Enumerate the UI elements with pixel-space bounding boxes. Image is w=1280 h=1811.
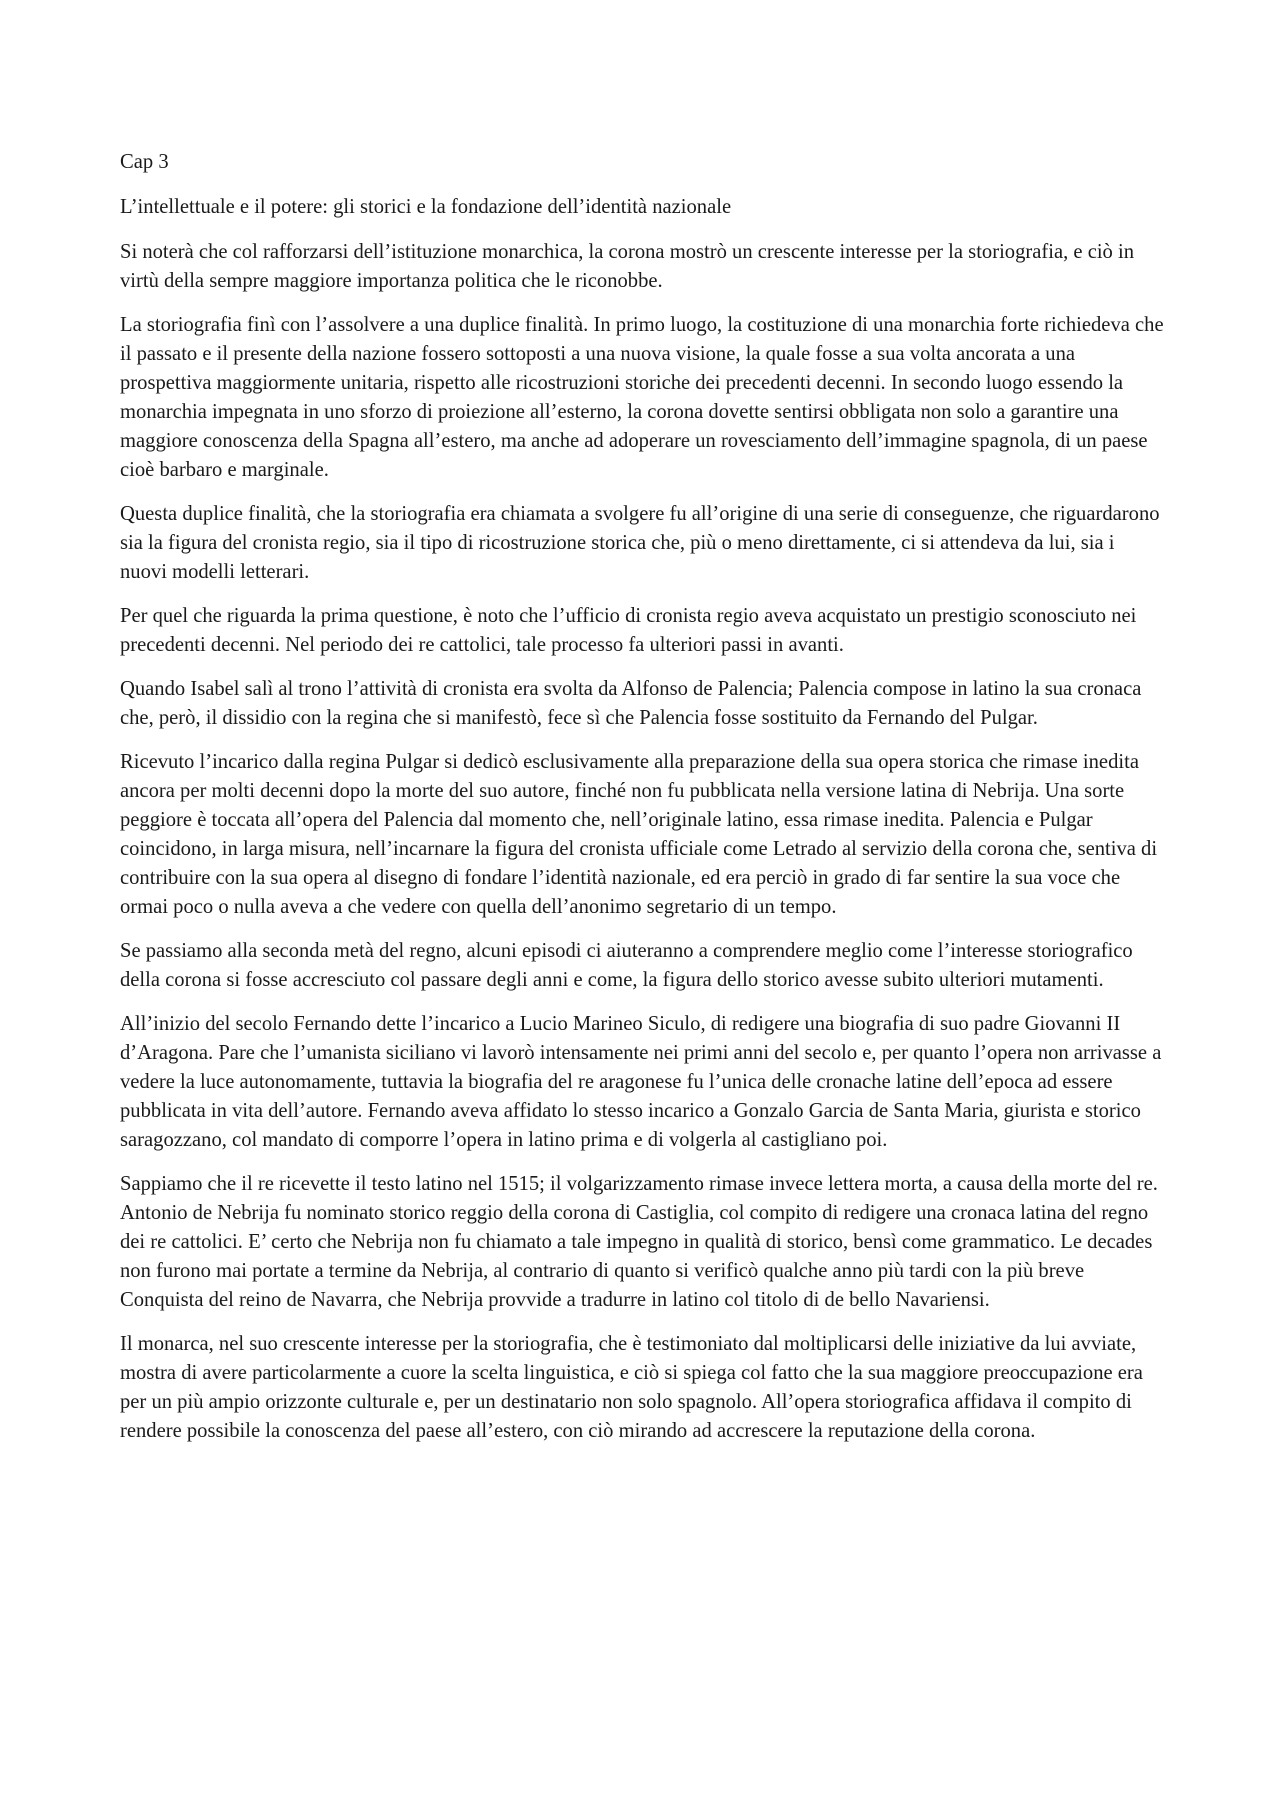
paragraph: Per quel che riguarda la prima questione, è noto che l’ufficio di cronista regio aveva acquistato un prestigio sconosciuto nei precedenti decenni. Nel periodo dei re cattolici, tale processo fa ulteriori passi in avanti. <box>120 605 1137 656</box>
paragraph: Quando Isabel salì al trono l’attività di cronista era svolta da Alfonso de Palencia; Palencia compose in latino la sua cronaca che, però, il dissidio con la regina che si manifestò, fece sì che Palencia fosse sostituito da Fernando del Pulgar. <box>120 678 1142 729</box>
paragraph: Se passiamo alla seconda metà del regno, alcuni episodi ci aiuteranno a comprendere meglio come l’interesse storiografico della corona si fosse accresciuto col passare degli anni e come, la figura dello storico avesse subito ulteriori mutamenti. <box>120 940 1133 991</box>
chapter-label: Cap 3 <box>120 151 169 173</box>
document-body <box>120 148 1166 1461</box>
paragraph: Sappiamo che il re ricevette il testo latino nel 1515; il volgarizzamento rimase invece lettera morta, a causa della morte del re. Antonio de Nebrija fu nominato storico reggio della corona di Castiglia, col compito di redigere una cronaca latina del regno dei re cattolici. E’ certo che Nebrija non fu chiamato a tale impegno in qualità di storico, bensì come grammatico. Le decades non furono mai portate a termine da Nebrija, al contrario di quanto si verificò qualche anno più tardi con la più breve Conquista del reino de Navarra, che Nebrija provvide a tradurre in latino col titolo di de bello Navariensi. <box>120 1173 1158 1311</box>
paragraph: Ricevuto l’incarico dalla regina Pulgar si dedicò esclusivamente alla preparazione della sua opera storica che rimase inedita ancora per molti decenni dopo la morte del suo autore, finché non fu pubblicata nella versione latina di Nebrija. Una sorte peggiore è toccata all’opera del Palencia dal momento che, nell’originale latino, essa rimase inedita. Palencia e Pulgar coincidono, in larga misura, nell’incarnare la figura del cronista ufficiale come Letrado al servizio della corona che, sentiva di contribuire con la sua opera al disegno di fondare l’identità nazionale, ed era perciò in grado di far sentire la sua voce che ormai poco o nulla aveva a che vedere con quella dell’anonimo segretario di un tempo. <box>120 751 1158 918</box>
chapter-title: L’intellettuale e il potere: gli storici e la fondazione dell’identità nazionale <box>120 196 732 218</box>
paragraph: Si noterà che col rafforzarsi dell’istituzione monarchica, la corona mostrò un crescente interesse per la storiografia, e ciò in virtù della sempre maggiore importanza politica che le riconobbe. <box>120 241 1135 292</box>
paragraph: La storiografia finì con l’assolvere a una duplice finalità. In primo luogo, la costituzione di una monarchia forte richiedeva che il passato e il presente della nazione fossero sottoposti a una nuova visione, la quale fosse a sua volta ancorata a una prospettiva maggiormente unitaria, rispetto alle ricostruzioni storiche dei precedenti decenni. In secondo luogo essendo la monarchia impegnata in uno sforzo di proiezione all’esterno, la corona dovette sentirsi obbligata non solo a garantire una maggiore conoscenza della Spagna all’estero, ma anche ad adoperare un rovesciamento dell’immagine spagnola, di un paese cioè barbaro e marginale. <box>120 314 1164 481</box>
paragraph: Questa duplice finalità, che la storiografia era chiamata a svolgere fu all’origine di una serie di conseguenze, che riguardarono sia la figura del cronista regio, sia il tipo di ricostruzione storica che, più o meno direttamente, ci si attendeva da lui, sia i nuovi modelli letterari. <box>120 503 1160 583</box>
paragraph: Il monarca, nel suo crescente interesse per la storiografia, che è testimoniato dal moltiplicarsi delle iniziative da lui avviate, mostra di avere particolarmente a cuore la scelta linguistica, e ciò si spiega col fatto che la sua maggiore preoccupazione era per un più ampio orizzonte culturale e, per un destinatario non solo spagnolo. All’opera storiografica affidava il compito di rendere possibile la conoscenza del paese all’estero, con ciò mirando ad accrescere la reputazione della corona. <box>120 1333 1143 1442</box>
paragraph: All’inizio del secolo Fernando dette l’incarico a Lucio Marineo Siculo, di redigere una biografia di suo padre Giovanni II d’Aragona. Pare che l’umanista siciliano vi lavorò intensamente nei primi anni del secolo e, per quanto l’opera non arrivasse a vedere la luce autonomamente, tuttavia la biografia del re aragonese fu l’unica delle cronache latine dell’epoca ad essere pubblicata in vita dell’autore. Fernando aveva affidato lo stesso incarico a Gonzalo Garcia de Santa Maria, giurista e storico saragozzano, col mandato di comporre l’opera in latino prima e di volgerla al castigliano poi. <box>120 1013 1162 1151</box>
